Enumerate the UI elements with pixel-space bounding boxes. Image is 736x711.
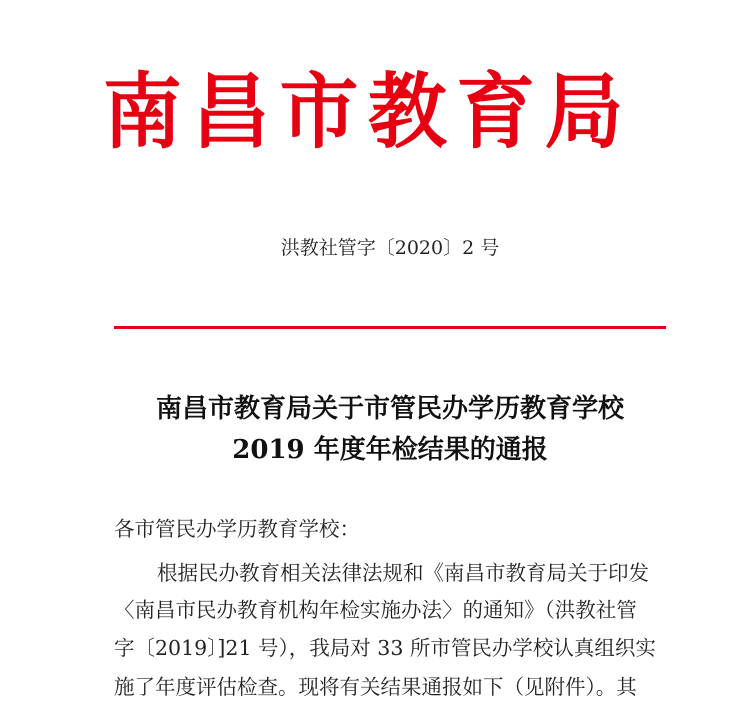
letterhead-title: 南昌市教育局 [103, 64, 633, 160]
red-divider-line [114, 326, 666, 329]
body-line-3: 字〔2019〕]21 号），我局对 33 所市管民办学校认真组织实 [114, 636, 656, 660]
document-title-line-1: 南昌市教育局关于市管民办学历教育学校 [155, 394, 624, 424]
salutation: 各市管民办学历教育学校： [114, 517, 360, 541]
body-line-2: 〈南昌市民办教育机构年检实施办法〉的通知》（洪教社管 [114, 598, 637, 622]
document-title-line-2: 2019 年度年检结果的通报 [232, 435, 548, 465]
body-line-1: 根据民办教育相关法律法规和《南昌市教育局关于印发 [157, 561, 649, 585]
body-line-4: 施了年度评估检查。现将有关结果通报如下（见附件）。其 [114, 675, 637, 699]
document-number: 洪教社管字〔2020〕2 号 [280, 237, 500, 259]
